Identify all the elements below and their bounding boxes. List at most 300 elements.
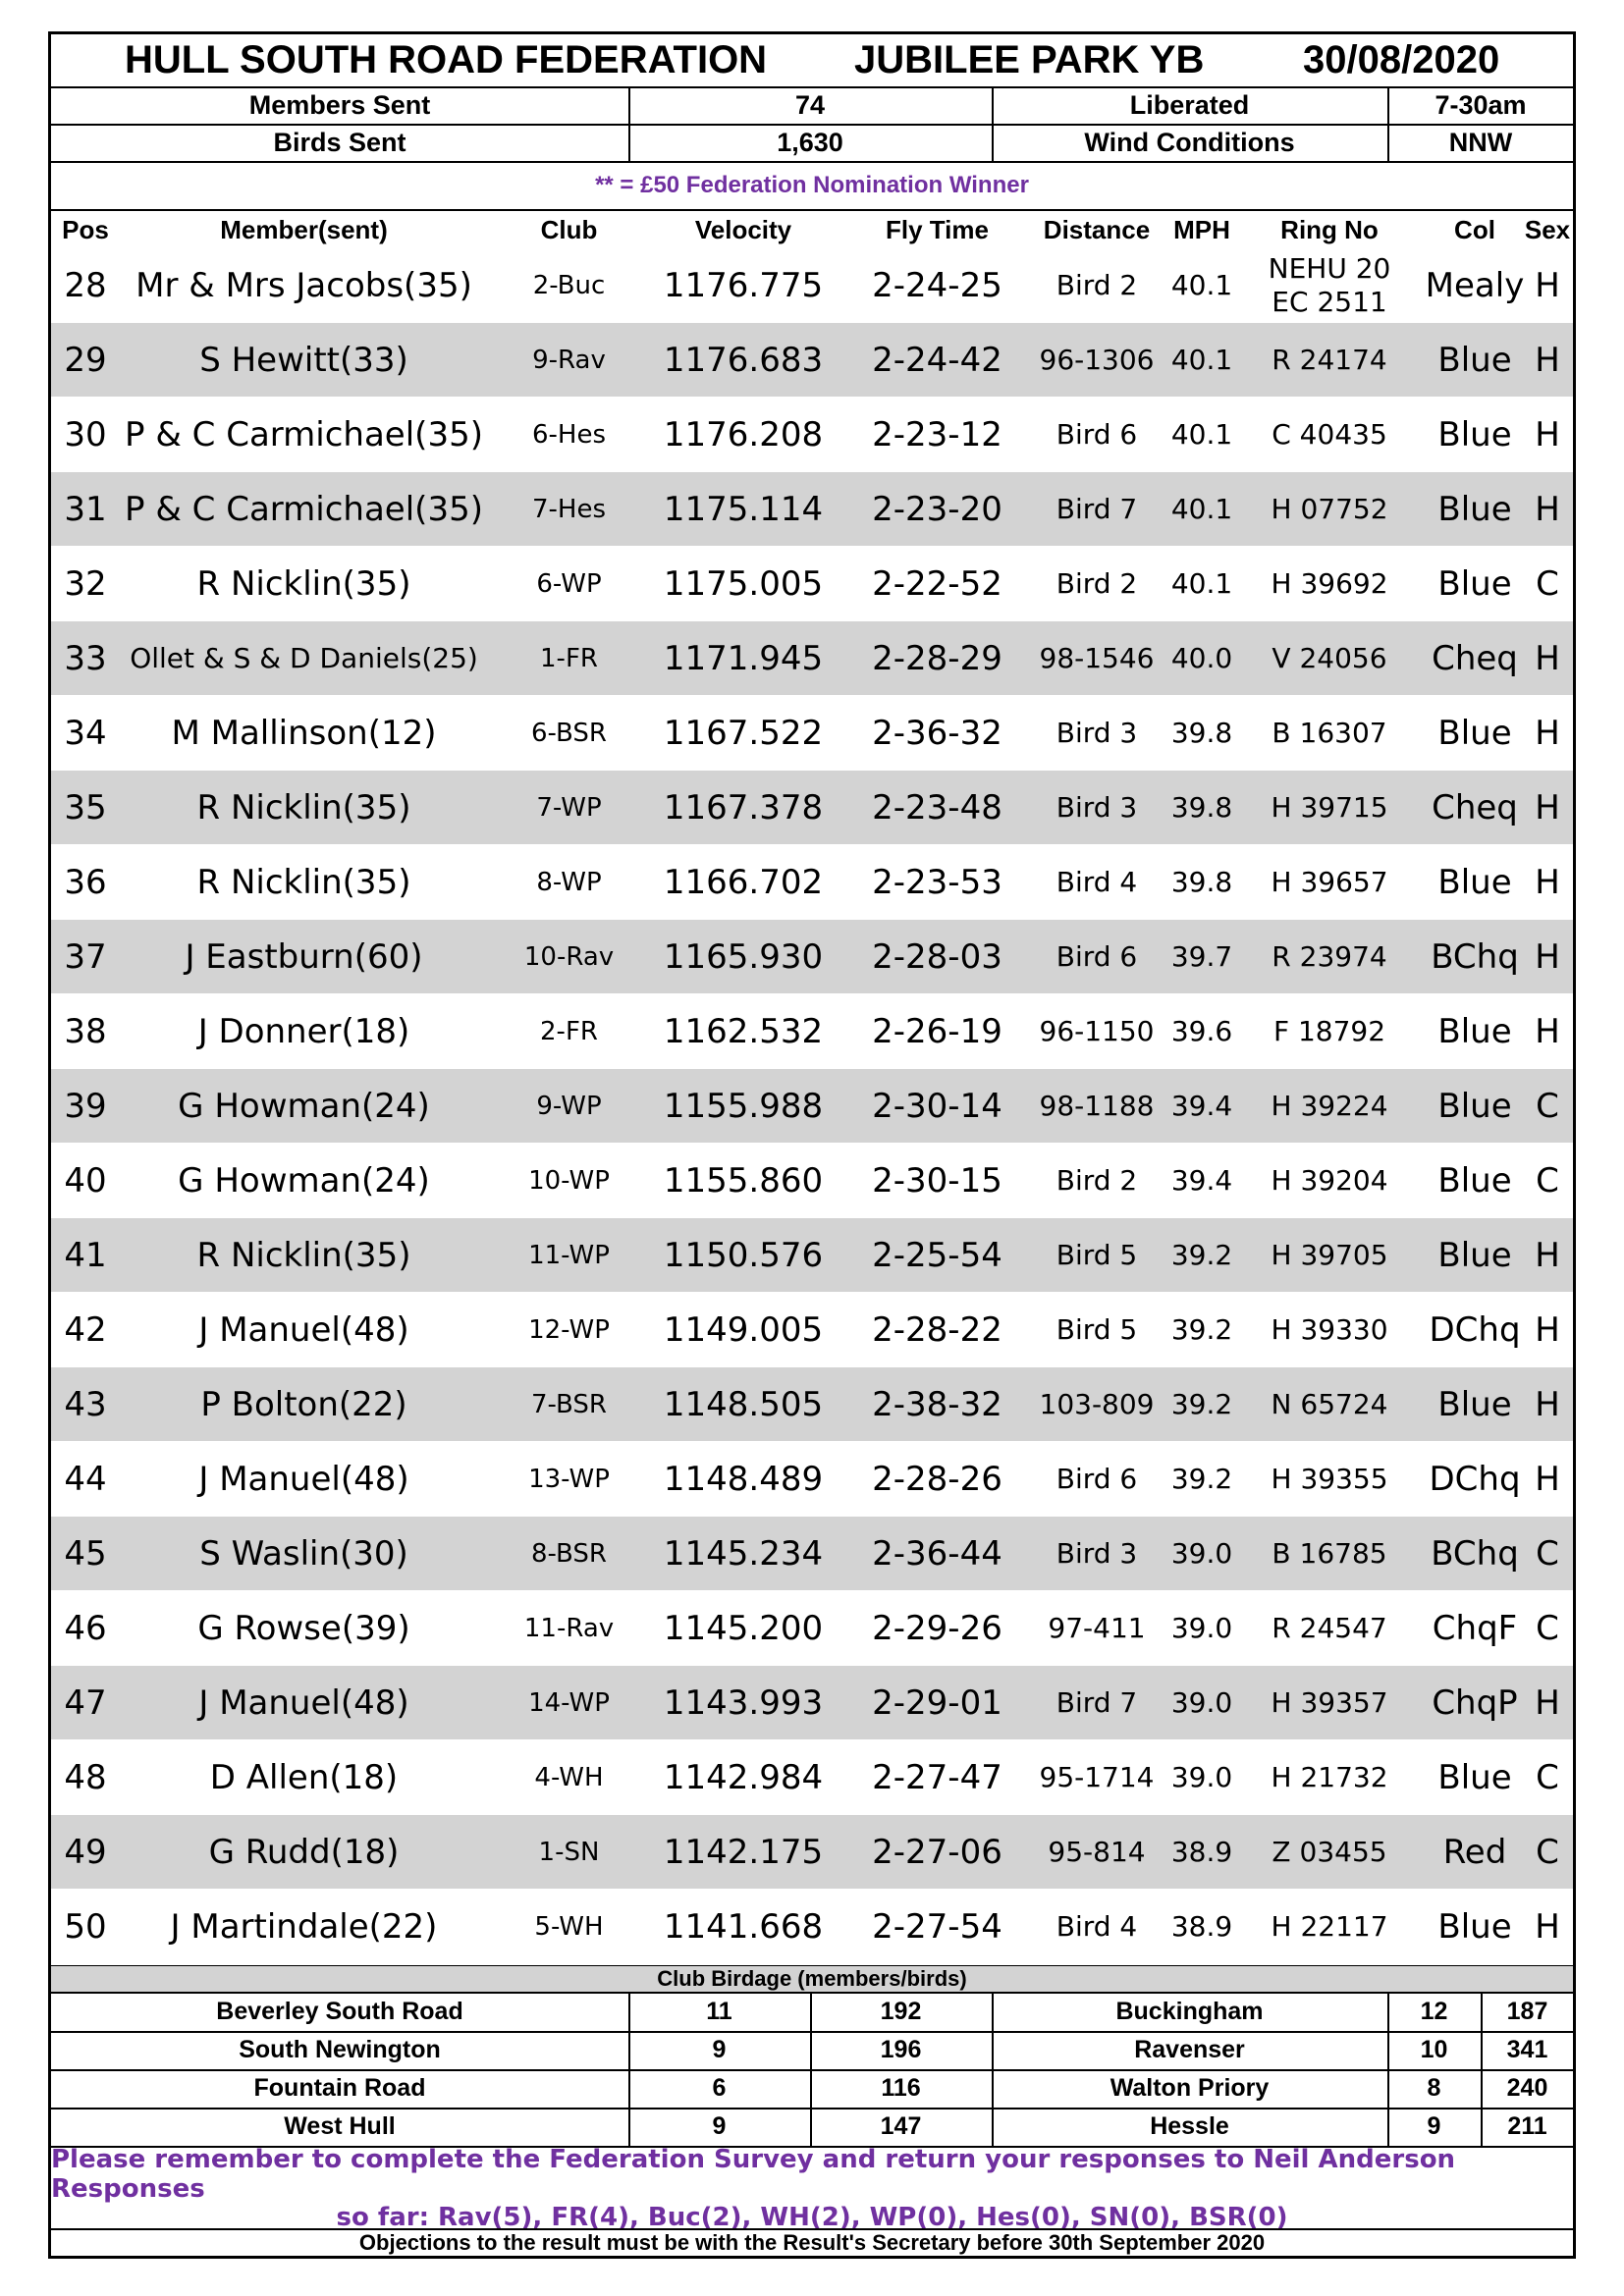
row-club: 11-Rav [523,1613,615,1643]
row-member: G Rudd(18) [208,1832,400,1872]
table-row [51,1144,1573,1217]
row-ring: V 24056 [1272,642,1387,674]
row-member: S Waslin(30) [199,1533,408,1574]
table-row [51,994,1573,1068]
row-member: J Donner(18) [197,1011,410,1051]
row-flytime: 2-23-20 [872,489,1002,529]
row-sex: H [1535,936,1560,977]
col-header-pos: Pos [62,214,109,244]
federation-title: HULL SOUTH ROAD FEDERATION [125,38,768,81]
row-pos: 37 [64,936,107,977]
row-pos: 45 [64,1533,107,1574]
row-velocity: 1141.668 [663,1906,824,1947]
row-ring: N 65724 [1271,1388,1388,1420]
row-mph: 39.2 [1170,1388,1233,1420]
birdage-birds: 341 [1506,2036,1548,2063]
table-row [51,1367,1573,1441]
row-ring: B 16307 [1272,717,1387,749]
row-colour: DChq [1429,1309,1521,1350]
row-sex: C [1536,1160,1559,1201]
row-mph: 39.2 [1170,1239,1233,1271]
divider [51,2108,1573,2109]
row-sex: H [1535,638,1560,678]
divider [992,1993,994,2146]
row-ring-line2: EC 2511 [1272,285,1387,318]
row-member: G Rowse(39) [197,1608,410,1648]
table-row [51,1666,1573,1739]
liberated-label: Liberated [1129,89,1250,120]
row-club: 12-WP [528,1314,610,1345]
row-ring-line1: NEHU 20 [1268,251,1391,285]
row-distance: 103-809 [1039,1388,1155,1420]
row-mph: 40.1 [1170,567,1233,600]
row-club: 7-Hes [531,494,607,524]
row-ring: Z 03455 [1272,1836,1387,1868]
birdage-members: 9 [712,2112,727,2140]
row-velocity: 1176.208 [663,414,824,454]
row-distance: Bird 4 [1056,866,1138,898]
row-pos: 36 [64,862,107,902]
row-ring: H 39357 [1271,1686,1388,1719]
row-colour: Blue [1437,862,1512,902]
row-member: P & C Carmichael(35) [125,414,483,454]
row-club: 14-WP [528,1687,610,1718]
row-distance: Bird 6 [1056,1463,1138,1495]
row-mph: 39.0 [1170,1612,1233,1644]
birdage-members: 8 [1427,2074,1441,2102]
row-pos: 33 [64,638,107,678]
row-ring: R 23974 [1272,940,1387,973]
row-flytime: 2-38-32 [872,1384,1002,1424]
table-row [51,1815,1573,1889]
row-flytime: 2-23-53 [872,862,1002,902]
row-ring: H 39330 [1271,1313,1388,1346]
row-club: 8-BSR [531,1538,607,1569]
row-ring: B 16785 [1272,1537,1387,1570]
row-ring: R 24547 [1272,1612,1387,1644]
birdage-club-name: Buckingham [1115,1998,1264,2025]
row-distance: 98-1188 [1039,1090,1155,1122]
birdage-club-name: Fountain Road [253,2074,426,2102]
row-club: 2-Buc [532,270,606,300]
row-mph: 39.4 [1170,1164,1233,1197]
row-flytime: 2-30-15 [872,1160,1002,1201]
row-member: G Howman(24) [178,1160,430,1201]
col-header-member: Member(sent) [220,214,388,244]
row-member: J Manuel(48) [198,1309,409,1350]
row-pos: 50 [64,1906,107,1947]
row-mph: 39.2 [1170,1313,1233,1346]
table-row [51,1591,1573,1665]
row-flytime: 2-23-12 [872,414,1002,454]
row-mph: 40.1 [1170,269,1233,301]
birdage-birds: 211 [1507,2112,1547,2140]
row-distance: 96-1306 [1039,344,1155,376]
row-velocity: 1148.489 [663,1459,824,1499]
row-distance: Bird 3 [1056,1537,1138,1570]
row-ring: F 18792 [1272,1015,1386,1047]
row-member: S Hewitt(33) [199,340,408,380]
members-sent-value: 74 [794,89,826,120]
row-velocity: 1149.005 [663,1309,824,1350]
birdage-club-name: Ravenser [1134,2036,1245,2063]
row-distance: 98-1546 [1039,642,1155,674]
row-colour: Blue [1437,1384,1512,1424]
row-distance: Bird 6 [1056,418,1138,451]
row-pos: 43 [64,1384,107,1424]
table-row [51,771,1573,844]
birds-sent-value: 1,630 [777,127,843,157]
row-mph: 40.1 [1170,418,1233,451]
survey-note-line1: Please remember to complete the Federation Survey and return your responses to Neil Anderson Responses [51,2145,1456,2204]
row-mph: 39.0 [1170,1686,1233,1719]
table-row [51,1218,1573,1292]
divider [810,1993,812,2146]
row-mph: 39.2 [1170,1463,1233,1495]
col-header-mph: MPH [1173,214,1230,244]
row-velocity: 1143.993 [663,1682,824,1723]
row-velocity: 1148.505 [663,1384,824,1424]
race-title: JUBILEE PARK YB [854,38,1205,81]
table-row [51,1517,1573,1590]
table-row [51,845,1573,919]
row-distance: Bird 4 [1056,1910,1138,1943]
row-colour: Blue [1437,1757,1512,1797]
nomination-note: ** = £50 Federation Nomination Winner [595,172,1029,198]
row-club: 6-BSR [531,718,607,748]
table-row [51,1069,1573,1143]
row-colour: Cheq [1432,787,1518,828]
row-sex: C [1536,563,1559,604]
row-mph: 39.4 [1170,1090,1233,1122]
row-flytime: 2-29-01 [872,1682,1002,1723]
row-velocity: 1155.860 [663,1160,824,1201]
row-mph: 40.1 [1170,493,1233,525]
row-pos: 49 [64,1832,107,1872]
table-row [51,398,1573,471]
row-velocity: 1175.114 [663,489,824,529]
row-ring: H 39224 [1271,1090,1388,1122]
row-mph: 40.0 [1170,642,1233,674]
row-ring: R 24174 [1272,344,1387,376]
table-row [51,1740,1573,1814]
row-velocity: 1171.945 [663,638,824,678]
birdage-birds: 116 [881,2074,921,2102]
wind-label: Wind Conditions [1084,127,1295,157]
row-member: J Eastburn(60) [185,936,423,977]
divider [1387,86,1389,161]
row-pos: 30 [64,414,107,454]
row-mph: 39.7 [1170,940,1233,973]
row-sex: C [1536,1757,1559,1797]
row-velocity: 1142.984 [663,1757,824,1797]
row-ring: H 07752 [1271,493,1388,525]
row-club: 1-SN [538,1837,600,1867]
row-sex: H [1535,1384,1560,1424]
row-ring: H 39204 [1271,1164,1388,1197]
row-colour: Blue [1437,340,1512,380]
race-date: 30/08/2020 [1303,38,1500,81]
row-sex: H [1535,1235,1560,1275]
row-distance: Bird 6 [1056,940,1138,973]
table-row [51,920,1573,993]
row-ring [1251,248,1408,322]
row-club: 7-BSR [531,1389,607,1419]
row-mph: 40.1 [1170,344,1233,376]
wind-value: NNW [1448,127,1513,157]
row-pos: 40 [64,1160,107,1201]
row-pos: 42 [64,1309,107,1350]
row-member: P Bolton(22) [200,1384,407,1424]
row-mph: 39.8 [1170,791,1233,824]
birdage-birds: 192 [880,1998,922,2025]
row-pos: 47 [64,1682,107,1723]
club-birdage-table [51,1993,1573,2146]
row-colour: Blue [1437,1906,1512,1947]
row-sex: H [1535,1906,1560,1947]
birdage-club-name: South Newington [239,2036,441,2063]
row-mph: 39.6 [1170,1015,1233,1047]
row-distance: 95-814 [1048,1836,1146,1868]
row-pos: 34 [64,713,107,753]
row-distance: Bird 2 [1056,567,1138,600]
row-flytime: 2-24-42 [872,340,1002,380]
row-flytime: 2-28-26 [872,1459,1002,1499]
row-sex: C [1536,1086,1559,1126]
row-sex: H [1535,1459,1560,1499]
row-flytime: 2-24-25 [872,265,1002,305]
row-sex: H [1535,862,1560,902]
table-row [51,547,1573,620]
row-club: 1-FR [540,643,598,673]
row-pos: 46 [64,1608,107,1648]
row-colour: Blue [1437,1086,1512,1126]
row-flytime: 2-25-54 [872,1235,1002,1275]
row-distance: Bird 7 [1056,493,1138,525]
row-pos: 32 [64,563,107,604]
row-mph: 39.8 [1170,866,1233,898]
table-row [51,248,1573,322]
row-club: 9-Rav [532,345,606,375]
birdage-members: 10 [1420,2036,1448,2063]
row-colour: Blue [1437,414,1512,454]
birdage-birds: 147 [880,2112,922,2140]
row-member: J Martindale(22) [170,1906,438,1947]
row-ring: C 40435 [1272,418,1387,451]
row-pos: 41 [64,1235,107,1275]
row-club: 6-Hes [531,419,607,450]
row-sex: C [1536,1608,1559,1648]
row-club: 10-WP [528,1165,610,1196]
birdage-club-name: Walton Priory [1110,2074,1270,2102]
birds-sent-label: Birds Sent [273,127,406,157]
birdage-members: 11 [706,1998,732,2025]
row-velocity: 1167.378 [663,787,824,828]
row-pos: 44 [64,1459,107,1499]
col-header-distance: Distance [1043,214,1151,244]
row-club: 7-WP [536,792,602,823]
row-member: R Nicklin(35) [196,862,411,902]
row-distance: Bird 3 [1056,717,1138,749]
row-mph: 39.8 [1170,717,1233,749]
row-flytime: 2-28-03 [872,936,1002,977]
birdage-members: 6 [712,2074,727,2102]
row-velocity: 1162.532 [663,1011,824,1051]
results-table-body [51,248,1573,1965]
birdage-club-name: West Hull [284,2112,396,2140]
birdage-members: 9 [712,2036,727,2063]
row-member: D Allen(18) [209,1757,399,1797]
row-member: M Mallinson(12) [171,713,437,753]
row-velocity: 1145.234 [663,1533,824,1574]
row-flytime: 2-27-54 [872,1906,1002,1947]
row-pos: 28 [64,265,107,305]
row-club: 6-WP [536,568,602,599]
row-ring: H 39705 [1271,1239,1388,1271]
row-colour: BChq [1431,936,1519,977]
row-colour: Mealy [1425,265,1525,305]
row-distance: 97-411 [1048,1612,1146,1644]
row-club: 8-WP [536,867,602,897]
club-birdage-title: Club Birdage (members/birds) [51,1966,1573,1992]
row-distance: 95-1714 [1039,1761,1155,1793]
row-sex: H [1535,713,1560,753]
row-distance: 96-1150 [1039,1015,1155,1047]
row-flytime: 2-28-29 [872,638,1002,678]
row-ring: H 39692 [1271,567,1388,600]
row-ring: H 39657 [1271,866,1388,898]
row-velocity: 1175.005 [663,563,824,604]
birdage-club-name: Hessle [1150,2112,1229,2140]
row-flytime: 2-23-48 [872,787,1002,828]
row-velocity: 1176.775 [663,265,824,305]
row-member: J Manuel(48) [198,1459,409,1499]
row-velocity: 1167.522 [663,713,824,753]
row-distance: Bird 2 [1056,269,1138,301]
row-colour: Blue [1437,489,1512,529]
divider [51,2069,1573,2071]
row-ring: H 39715 [1271,791,1388,824]
objections-note: Objections to the result must be with the Result's Secretary before 30th September 2020 [358,2230,1266,2255]
divider [1481,1993,1483,2146]
row-mph: 38.9 [1170,1910,1233,1943]
row-sex: C [1536,1533,1559,1574]
row-colour: Blue [1437,563,1512,604]
col-header-flytime: Fly Time [885,214,989,244]
birdage-members: 12 [1420,1998,1448,2025]
row-club: 4-WH [534,1762,604,1792]
row-club: 9-WP [536,1091,602,1121]
row-mph: 39.0 [1170,1761,1233,1793]
row-distance: Bird 3 [1056,791,1138,824]
row-colour: Blue [1437,1235,1512,1275]
survey-note-line2: so far: Rav(5), FR(4), Buc(2), WH(2), WP(0), Hes(0), SN(0), BSR(0) [336,2203,1288,2232]
row-pos: 35 [64,787,107,828]
row-sex: H [1535,1309,1560,1350]
row-flytime: 2-30-14 [872,1086,1002,1126]
row-sex: H [1535,787,1560,828]
row-sex: C [1536,1832,1559,1872]
row-pos: 38 [64,1011,107,1051]
row-distance: Bird 5 [1056,1313,1138,1346]
divider [628,86,630,161]
row-distance: Bird 5 [1056,1239,1138,1271]
row-ring: H 39355 [1271,1463,1388,1495]
row-member: R Nicklin(35) [196,563,411,604]
divider [1387,1993,1389,2146]
birdage-members: 9 [1427,2112,1441,2140]
col-header-club: Club [540,214,598,244]
row-velocity: 1142.175 [663,1832,824,1872]
row-sex: H [1535,489,1560,529]
row-member: Mr & Mrs Jacobs(35) [135,265,472,305]
row-member: R Nicklin(35) [196,787,411,828]
row-distance: Bird 2 [1056,1164,1138,1197]
row-flytime: 2-28-22 [872,1309,1002,1350]
table-row [51,323,1573,397]
col-header-velocity: Velocity [694,214,792,244]
members-sent-label: Members Sent [248,89,431,120]
row-club: 5-WH [534,1911,604,1942]
row-member: Ollet & S & D Daniels(25) [130,642,478,674]
results-sheet [48,31,1576,2259]
row-member: G Howman(24) [178,1086,430,1126]
row-flytime: 2-22-52 [872,563,1002,604]
table-row [51,1442,1573,1516]
row-club: 13-WP [528,1464,610,1494]
row-colour: ChqP [1432,1682,1518,1723]
row-pos: 31 [64,489,107,529]
row-sex: H [1535,340,1560,380]
row-sex: H [1535,1011,1560,1051]
row-colour: BChq [1431,1533,1519,1574]
birdage-birds: 240 [1506,2074,1548,2102]
row-club: 10-Rav [523,941,615,972]
row-flytime: 2-36-44 [872,1533,1002,1574]
row-ring: H 22117 [1271,1910,1388,1943]
row-sex: H [1535,1682,1560,1723]
row-pos: 39 [64,1086,107,1126]
row-colour: Cheq [1432,638,1518,678]
row-pos: 48 [64,1757,107,1797]
liberated-value: 7-30am [1435,89,1527,120]
row-mph: 39.0 [1170,1537,1233,1570]
table-row [51,696,1573,770]
col-header-ring: Ring No [1280,214,1379,244]
col-header-sex: Sex [1524,214,1571,244]
row-colour: Red [1442,1832,1507,1872]
row-ring: H 21732 [1271,1761,1388,1793]
row-velocity: 1166.702 [663,862,824,902]
divider [51,2031,1573,2033]
row-velocity: 1150.576 [663,1235,824,1275]
row-member: R Nicklin(35) [196,1235,411,1275]
row-sex: H [1535,265,1560,305]
row-colour: Blue [1437,1011,1512,1051]
row-distance: Bird 7 [1056,1686,1138,1719]
row-colour: Blue [1437,713,1512,753]
row-flytime: 2-27-06 [872,1832,1002,1872]
divider [628,1993,630,2146]
row-club: 2-FR [540,1016,598,1046]
row-flytime: 2-29-26 [872,1608,1002,1648]
table-row [51,472,1573,546]
row-club: 11-WP [528,1240,610,1270]
birdage-birds: 196 [880,2036,922,2063]
table-row [51,621,1573,695]
row-sex: H [1535,414,1560,454]
divider [992,86,994,161]
